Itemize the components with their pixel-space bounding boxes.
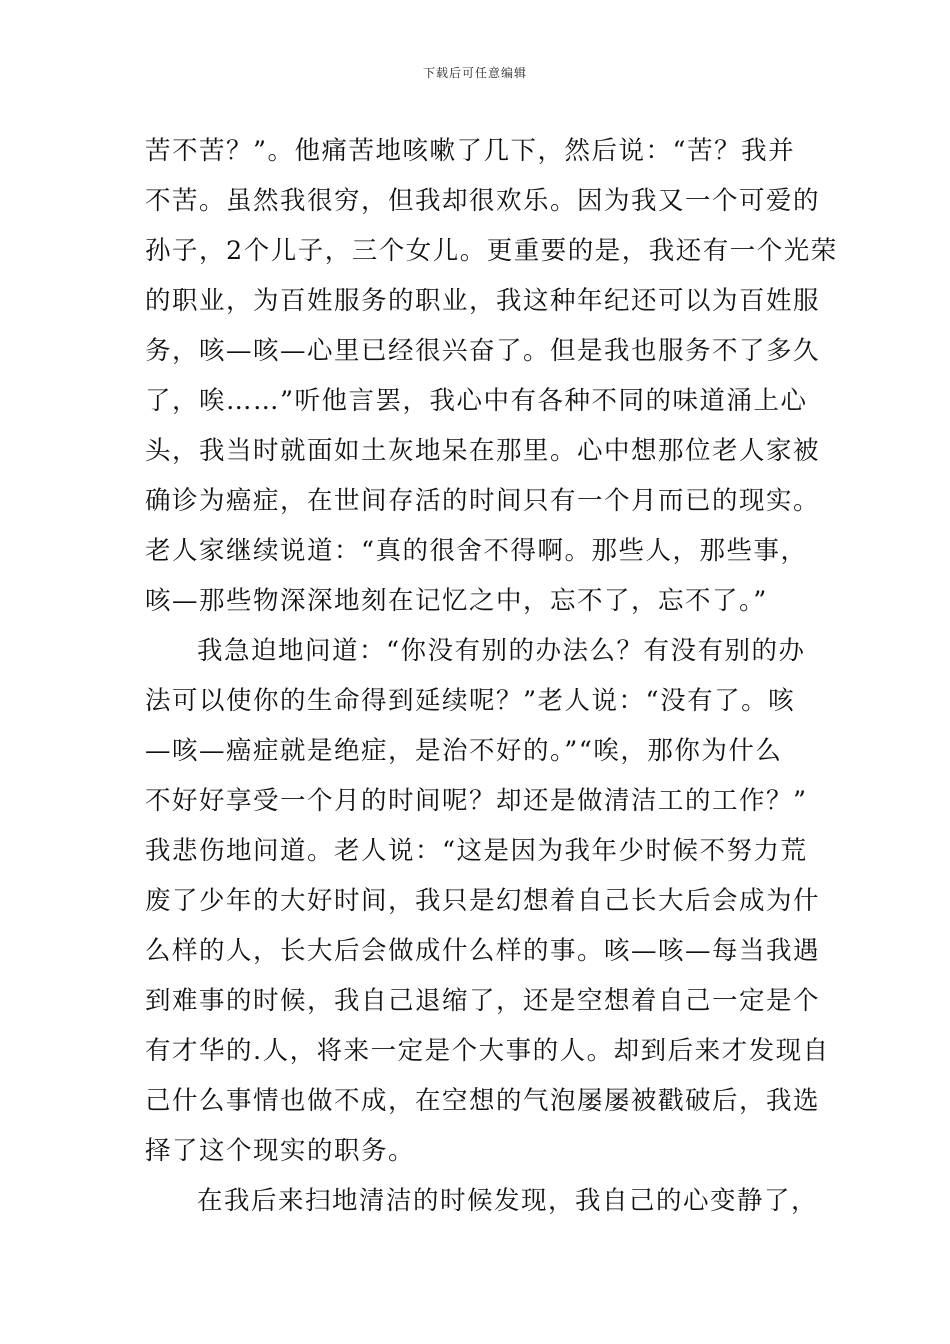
page-header: 下载后可任意编辑 xyxy=(422,66,527,80)
text-line: 择了这个现实的职务。 xyxy=(145,1136,416,1166)
text-line: 么样的人，长大后会做成什么样的事。咳—咳—每当我遇 xyxy=(145,936,821,966)
text-line: 法可以使你的生命得到延续呢？”老人说：“没有了。咳 xyxy=(145,686,796,716)
text-line: 头，我当时就面如土灰地呆在那里。心中想那位老人家被 xyxy=(145,436,821,466)
text-line: 我悲伤地问道。老人说：“这是因为我年少时候不努力荒 xyxy=(145,836,808,866)
text-line: 己什么事情也做不成，在空想的气泡屡屡被戳破后，我选 xyxy=(145,1086,821,1116)
text-line: 废了少年的大好时间，我只是幻想着自己长大后会成为什 xyxy=(145,886,821,916)
document-body xyxy=(145,126,838,1226)
text-line: 老人家继续说道：“真的很舍不得啊。那些人，那些事， xyxy=(145,536,808,566)
text-line: 确诊为癌症，在世间存活的时间只有一个月而已的现实。 xyxy=(145,486,821,516)
text-line: 苦不苦？”。他痛苦地咳嗽了几下，然后说：“苦？我并 xyxy=(145,136,796,166)
text-line: 咳—那些物深深地刻在记忆之中，忘不了，忘不了。” xyxy=(145,586,768,616)
text-line: 务，咳—咳—心里已经很兴奋了。但是我也服务不了多久 xyxy=(145,336,821,366)
text-line: 有才华的.人，将来一定是个大事的人。却到后来才发现自 xyxy=(145,1036,830,1066)
text-line: 了，唉……”听他言罢，我心中有各种不同的味道涌上心 xyxy=(145,386,808,416)
text-line: —咳—癌症就是绝症，是治不好的。”“唉，那你为什么 xyxy=(145,736,783,766)
text-line: 我急迫地问道：“你没有别的办法么？有没有别的办 xyxy=(197,636,806,666)
text-line: 的职业，为百姓服务的职业，我这种年纪还可以为百姓服 xyxy=(145,286,821,316)
text-line: 不好好享受一个月的时间呢？却还是做清洁工的工作？” xyxy=(145,786,808,816)
text-line: 不苦。虽然我很穷，但我却很欢乐。因为我又一个可爱的 xyxy=(145,186,821,216)
text-line: 到难事的时候，我自己退缩了，还是空想着自己一定是个 xyxy=(145,986,821,1016)
text-line: 孙子，2个儿子，三个女儿。更重要的是，我还有一个光荣 xyxy=(145,236,838,266)
text-line: 在我后来扫地清洁的时候发现，我自己的心变静了， xyxy=(197,1186,819,1216)
